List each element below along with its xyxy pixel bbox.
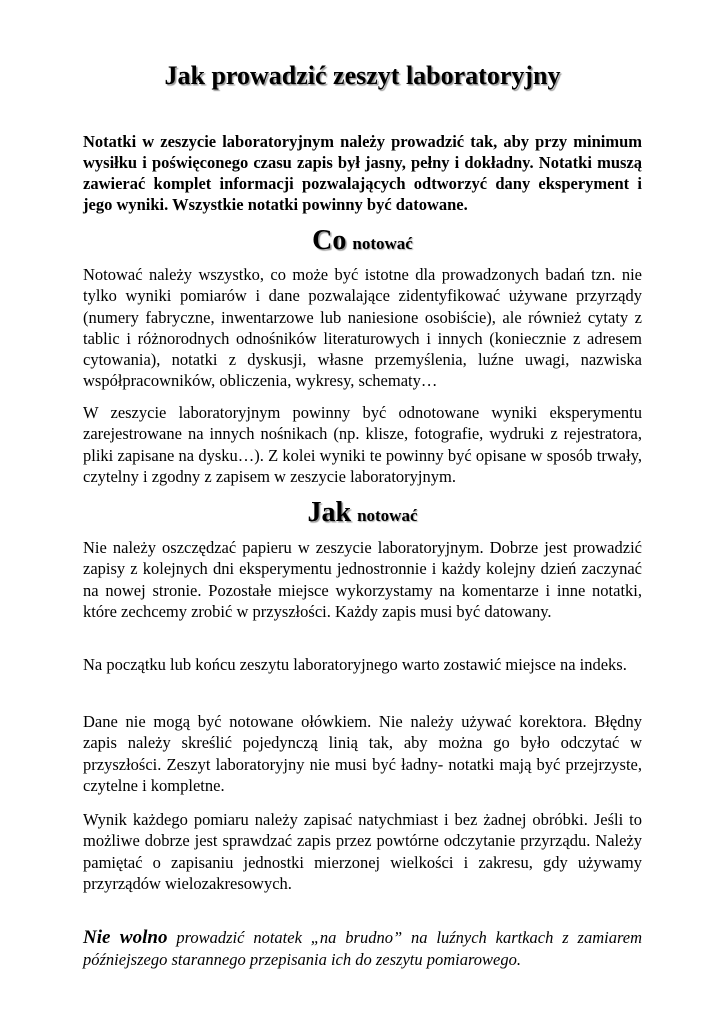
warning-note-text: prowadzić notatek „na brudno” na luźnych kartkach z zamiarem późniejszego starannego przepisania ich do zeszytu pomiarowego. <box>83 928 642 969</box>
section-heading-jak-big: Jak <box>307 497 352 528</box>
jak-paragraph-2: Na początku lub końcu zeszytu laboratoryjnego warto zostawić miejsce na indeks. <box>83 655 627 674</box>
section-heading-co-small: notować <box>352 234 413 253</box>
section-heading-jak <box>83 494 642 535</box>
jak-paragraph-4: Wynik każdego pomiaru należy zapisać natychmiast i bez żadnej obróbki. Jeśli to możliwe dobrze jest sprawdzać zapis przez powtórne odczytanie przyrządu. Należy pamiętać o zapisaniu jednostki mierzonej wielkości i zakresu, gdy używamy przyrządów wielozakresowych. <box>83 810 642 893</box>
jak-paragraph-3: Dane nie mogą być notowane ołówkiem. Nie należy używać korektora. Błędny zapis należy skreślić pojedynczą linią tak, aby można go było odczytać w przyszłości. Zeszyt laboratoryjny nie musi być ładny- notatki mają być przejrzyste, czytelne i kompletne. <box>83 712 642 795</box>
jak-paragraph-1: Nie należy oszczędzać papieru w zeszycie laboratoryjnym. Dobrze jest prowadzić zapisy z kolejnych dni eksperymentu jednostronnie i każdy kolejny dzień zaczynać na nowej stronie. Pozostałe miejsce wykorzystamy na komentarze i inne notatki, które zechcemy zrobić w przyszłości. Każdy zapis musi być datowany. <box>83 538 642 621</box>
co-paragraph-2: W zeszycie laboratoryjnym powinny być odnotowane wyniki eksperymentu zarejestrowane na innych nośnikach (np. klisze, fotografie, wydruki z rejestratora, pliki zapisane na dysku…). Z kolei wyniki te powinny być opisane w sposób trwały, czytelny i zgodny z zapisem w zeszycie laboratoryjnym. <box>83 403 642 486</box>
intro-paragraph: Notatki w zeszycie laboratoryjnym należy prowadzić tak, aby przy minimum wysiłku i poświęconego czasu zapis był jasny, pełny i dokładny. Notatki muszą zawierać komplet informacji pozwalających odtworzyć dany eksperyment i jego wyniki. Wszystkie notatki powinny być datowane. <box>83 132 642 214</box>
warning-note <box>83 927 642 971</box>
section-heading-co <box>83 222 642 263</box>
co-paragraph-1: Notować należy wszystko, co może być istotne dla prowadzonych badań tzn. nie tylko wyniki pomiarów i dane pozwalające zidentyfikować używane przyrządy (numery fabryczne, inwentarzowe lub naniesione osobiście), ale również cytaty z tablic i różnorodnych odnośników literaturowych i innych (koniecznie z adresem cytowania), notatki z dyskusji, własne przemyślenia, luźne uwagi, nazwiska współpracowników, obliczenia, wykresy, schematy… <box>83 265 642 391</box>
section-heading-co-big: Co <box>312 225 347 256</box>
document-title: Jak prowadzić zeszyt laboratoryjny <box>164 61 561 90</box>
warning-note-lead: Nie wolno <box>83 927 168 948</box>
section-heading-jak-small: notować <box>357 506 418 525</box>
